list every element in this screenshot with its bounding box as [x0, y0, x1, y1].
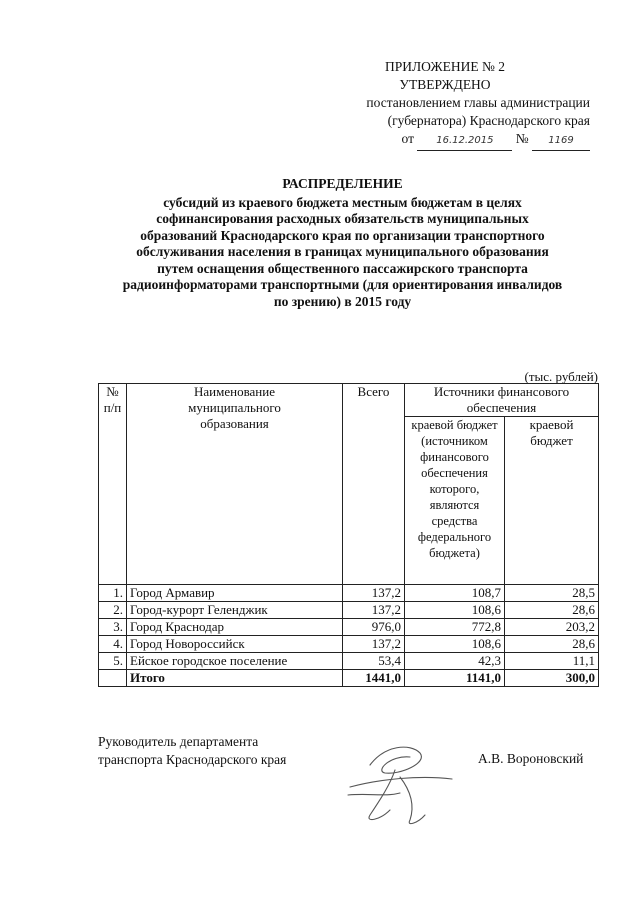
row-name: Город Новороссийск: [127, 636, 343, 653]
date-number-line: [300, 130, 590, 151]
row-name: Город-курорт Геленджик: [127, 602, 343, 619]
table-row: [99, 602, 599, 619]
row-regional: 11,1: [505, 653, 599, 670]
title-heading: РАСПРЕДЕЛЕНИЕ: [282, 176, 403, 191]
row-regional: 28,6: [505, 636, 599, 653]
row-num: 4.: [99, 636, 127, 653]
number-label: №: [515, 131, 529, 146]
approved-label: УТВЕРЖДЕНО: [399, 77, 491, 92]
approval-date: 16.12.2015: [417, 132, 512, 151]
row-num: 5.: [99, 653, 127, 670]
approved-by-line2: (губернатора) Краснодарского края: [387, 113, 590, 128]
title-line: по зрению) в 2015 году: [273, 293, 412, 309]
approved-by-line1: постановлением главы администрации: [366, 95, 590, 110]
title-line: субсидий из краевого бюджета местным бюджетам в целях: [163, 194, 522, 210]
row-regional: 203,2: [505, 619, 599, 636]
header-federal: краевой бюджет (источником финансового обеспечения которого, являются средства федерального бюджета): [405, 417, 505, 585]
signatory-position: [98, 733, 286, 769]
table-header-row: [99, 384, 599, 417]
header-sources: Источники финансового обеспечения: [405, 384, 599, 417]
row-regional: 28,5: [505, 585, 599, 602]
title-line: софинансирования расходных обязательств муниципальных: [156, 211, 529, 226]
handwritten-signature: [340, 735, 460, 830]
header-total: Всего: [343, 384, 405, 585]
total-total: 1441,0: [343, 670, 405, 687]
from-label: от: [401, 131, 414, 146]
title-line: обслуживания населения в границах муниципального образования: [136, 244, 549, 259]
row-total: 976,0: [343, 619, 405, 636]
title-line: радиоинформаторами транспортными (для ориентирования инвалидов: [122, 277, 563, 292]
row-name: Ейское городское поселение: [127, 653, 343, 670]
row-federal: 772,8: [405, 619, 505, 636]
table-row: [99, 653, 599, 670]
row-total: 137,2: [343, 585, 405, 602]
total-regional: 300,0: [505, 670, 599, 687]
total-num: [99, 670, 127, 687]
distribution-table: [98, 383, 599, 687]
document-title: [95, 176, 590, 310]
row-name: Город Армавир: [127, 585, 343, 602]
header-num: № п/п: [99, 384, 127, 585]
total-name: Итого: [127, 670, 343, 687]
row-num: 2.: [99, 602, 127, 619]
row-federal: 42,3: [405, 653, 505, 670]
signatory-name: А.В. Вороновский: [478, 751, 584, 766]
row-name: Город Краснодар: [127, 619, 343, 636]
attachment-label: ПРИЛОЖЕНИЕ № 2: [384, 59, 506, 74]
row-total: 137,2: [343, 602, 405, 619]
table-total-row: [99, 670, 599, 687]
title-line: путем оснащения общественного пассажирского транспорта: [157, 260, 528, 276]
total-federal: 1141,0: [405, 670, 505, 687]
row-federal: 108,6: [405, 602, 505, 619]
row-total: 53,4: [343, 653, 405, 670]
table-row: [99, 585, 599, 602]
row-regional: 28,6: [505, 602, 599, 619]
title-line: образований Краснодарского края по организации транспортного: [140, 227, 545, 243]
row-federal: 108,6: [405, 636, 505, 653]
row-num: 3.: [99, 619, 127, 636]
row-federal: 108,7: [405, 585, 505, 602]
approval-number: 1169: [532, 132, 590, 151]
row-total: 137,2: [343, 636, 405, 653]
table-row: [99, 636, 599, 653]
approval-block: [300, 58, 590, 151]
table-row: [99, 619, 599, 636]
position-line1: Руководитель департамента: [98, 734, 259, 749]
position-line2: транспорта Краснодарского края: [98, 752, 287, 767]
row-num: 1.: [99, 585, 127, 602]
header-regional: краевой бюджет: [505, 417, 599, 585]
header-name: Наименование муниципального образования: [127, 384, 343, 585]
units-label: (тыс. рублей): [524, 369, 598, 384]
